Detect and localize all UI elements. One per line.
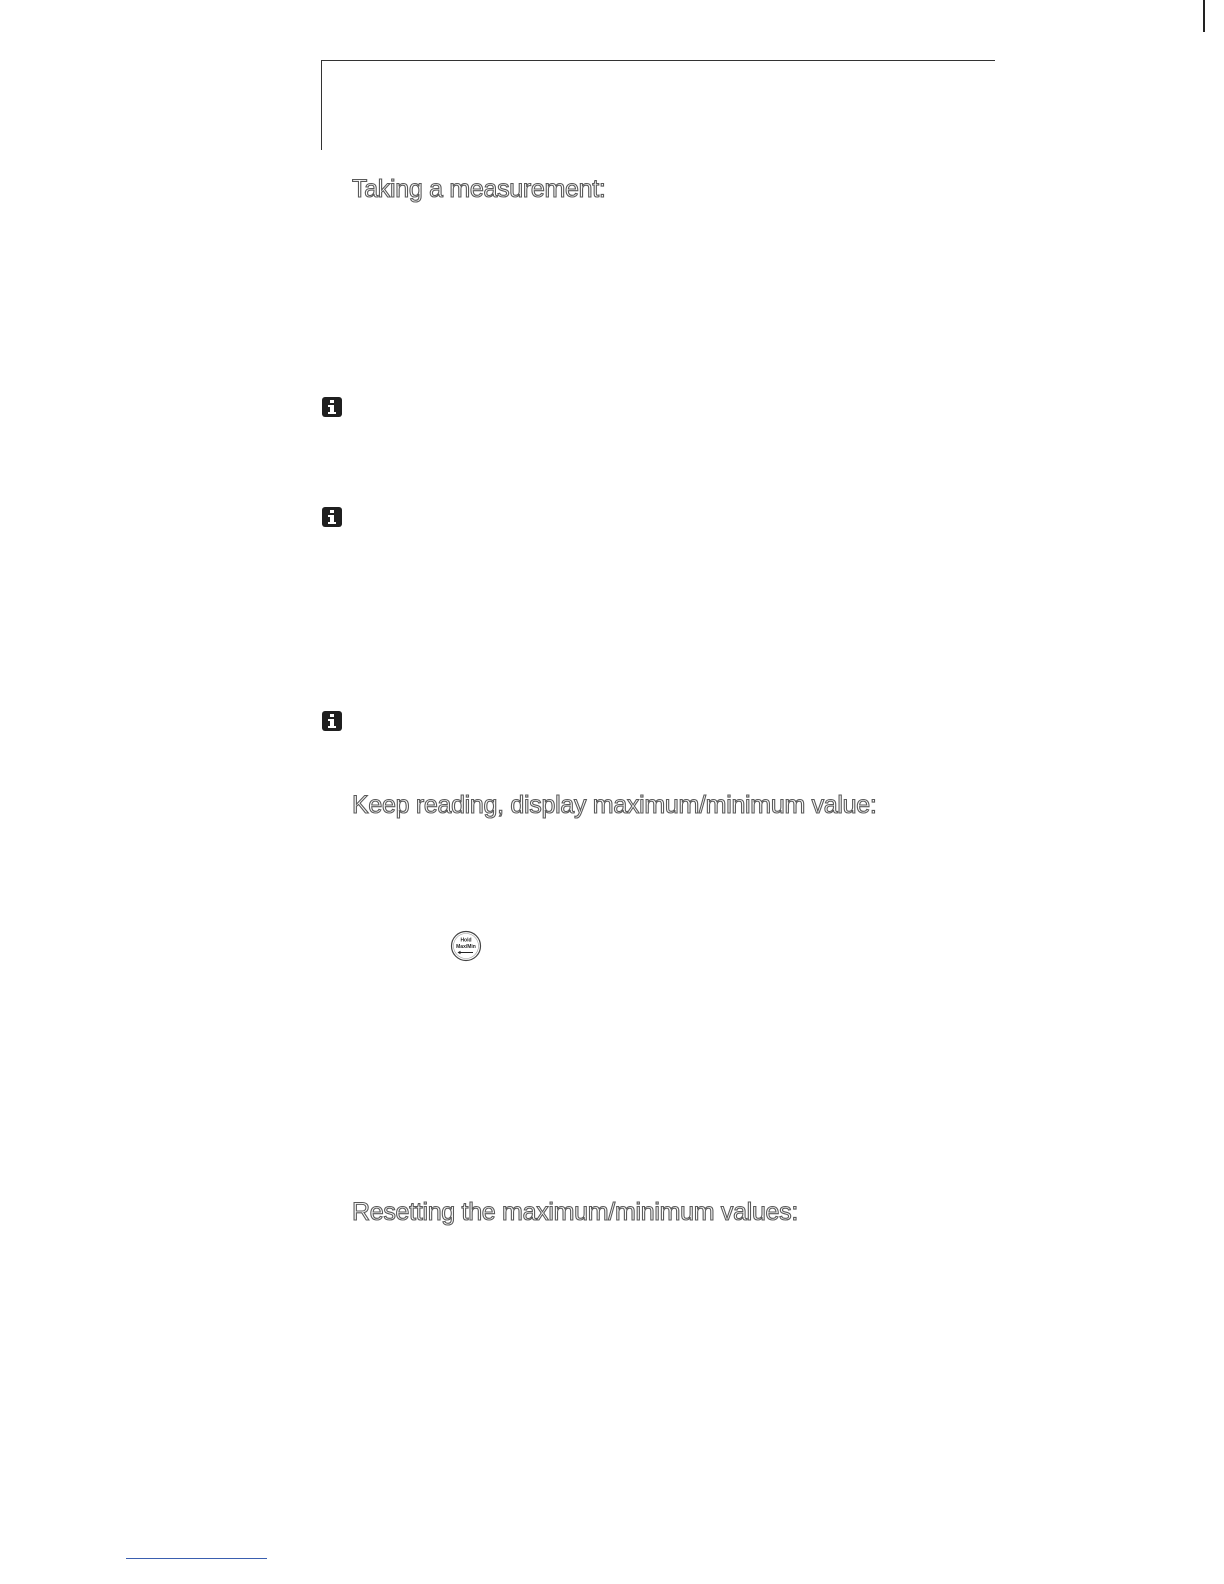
header-rule-horizontal — [321, 60, 995, 61]
heading-keep-reading: Keep reading, display maximum/minimum value: — [352, 791, 877, 819]
footnote-rule — [126, 1558, 267, 1559]
hold-max-min-key-icon — [450, 930, 482, 962]
hold-key-label-hold: Hold — [460, 937, 472, 944]
info-icon — [322, 507, 342, 527]
page-edge-mark — [1203, 0, 1205, 32]
hold-key-label-maxmin: Max/Min — [456, 944, 476, 950]
info-icon — [322, 711, 342, 731]
info-icon — [322, 397, 342, 417]
header-rule-vertical — [321, 60, 322, 150]
heading-taking-measurement: Taking a measurement: — [352, 175, 606, 203]
heading-resetting: Resetting the maximum/minimum values: — [352, 1198, 798, 1226]
